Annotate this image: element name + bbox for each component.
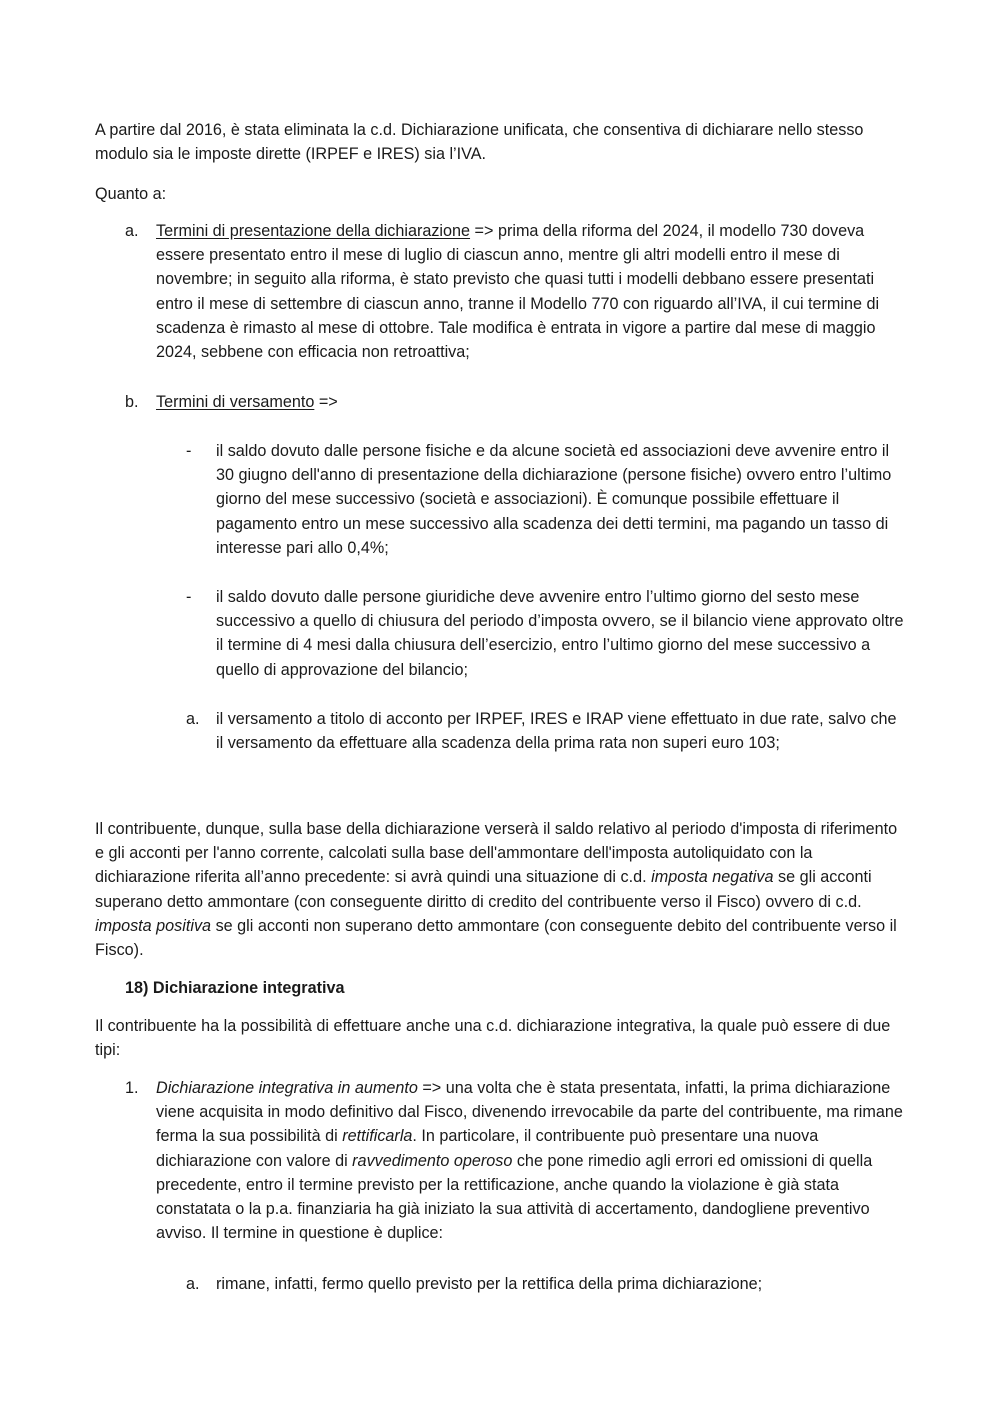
- list-marker-a: a.: [125, 222, 139, 240]
- sublist-marker: a.: [186, 1275, 200, 1293]
- list-item-italic-term: rettificarla: [342, 1127, 413, 1146]
- list-item-title: Dichiarazione integrativa in aumento: [156, 1079, 418, 1097]
- sublist-item-acconto: il versamento a titolo di acconto per IRPEF, IRES e IRAP viene effettuato in due rate, salvo che il versamento da effettuare alla scadenza della prima rata non superi euro 103;: [216, 710, 897, 753]
- sublist-marker: -: [186, 588, 192, 606]
- list-marker-1: 1.: [125, 1079, 139, 1097]
- sublist-item-persone-giuridiche: il saldo dovuto dalle persone giuridiche deve avvenire entro l’ultimo giorno del sesto mese successivo a quello di chiusura del periodo d’imposta ovvero, se il bilancio viene approvato oltre il termine di 4 mesi dalla chiusura dell’esercizio, entro l’ultimo giorno del mese successivo a quello di approvazione del bilancio;: [216, 588, 904, 679]
- summary-italic-term: imposta negativa: [651, 868, 774, 887]
- intro-paragraph: A partire dal 2016, è stata eliminata la c.d. Dichiarazione unificata, che consentiva di dichiarare nello stesso modulo sia le imposte dirette (IRPEF e IRES) sia l’IVA.: [95, 121, 864, 164]
- list-item-text: => prima della riforma del 2024, il modello 730 doveva essere presentato entro il mese di luglio di ciascun anno, mentre gli altri modelli entro il mese di novembre; in seguito alla riforma, è stato previsto che quasi tutti i modelli debbano essere presentati entro il mese di settembre di ciascun anno, tranne il Modello 770 con riguardo all’IVA, il cui termine di scadenza è rimasto al mese di ottobre. Tale modifica è entrata in vigore a partire dal mese di maggio 2024, sebbene con efficacia non retroattiva;: [156, 222, 880, 362]
- sublist-marker: a.: [186, 710, 200, 728]
- list-item-title: Termini di presentazione della dichiarazione: [156, 222, 471, 240]
- list-item-text: =>: [314, 393, 338, 411]
- list-item-text: => una volta che è stata presentata, infatti, la prima dichiarazione viene acquisita in modo definitivo dal Fisco, divenendo irrevocabile da parte del contribuente, ma rimane ferma la sua possibilità di: [156, 1079, 903, 1146]
- sublist-item-rettifica: rimane, infatti, fermo quello previsto per la rettifica della prima dichiarazione;: [216, 1275, 763, 1293]
- quanto-a-label: Quanto a:: [95, 185, 167, 203]
- list-item-termini-presentazione: [156, 219, 906, 364]
- sublist-item-persone-fisiche: il saldo dovuto dalle persone fisiche e da alcune società ed associazioni deve avvenire entro il 30 giugno dell'anno di presentazione della dichiarazione (persone fisiche) ovvero entro l’ultimo giorno del mese successivo (società e associazioni). È comunque possibile effettuare il pagamento entro un mese successivo alla scadenza dei detti termini, ma pagando un tasso di interesse pari allo 0,4%;: [216, 442, 892, 557]
- list-item-text: che pone rimedio agli errori ed omissioni di quella precedente, entro il termine previsto per la rettificazione, anche quando la violazione è già stata constatata o la p.a. finanziaria ha già iniziato la sua attività di accertamento, dandogliene preventivo avviso. Il termine in questione è duplice:: [156, 1151, 873, 1243]
- summary-text: se gli acconti superano detto ammontare (con conseguente diritto di credito del contribuente verso il Fisco) ovvero di c.d.: [95, 868, 872, 911]
- list-item-text: . In particolare, il contribuente può presentare una nuova dichiarazione con valore di: [156, 1127, 819, 1170]
- integrativa-intro: Il contribuente ha la possibilità di effettuare anche una c.d. dichiarazione integrativa, la quale può essere di due tipi:: [95, 1017, 891, 1060]
- list-item-italic-term: ravvedimento operoso: [352, 1151, 513, 1170]
- sublist-marker: -: [186, 442, 192, 460]
- list-item-integrativa-aumento: [156, 1076, 906, 1245]
- list-item-termini-versamento: [156, 390, 906, 414]
- summary-paragraph: [95, 817, 910, 962]
- summary-italic-term: imposta positiva: [95, 916, 212, 935]
- section-heading: 18) Dichiarazione integrativa: [125, 979, 345, 997]
- list-item-title: Termini di versamento: [156, 393, 315, 411]
- list-marker-b: b.: [125, 393, 139, 411]
- summary-text: se gli acconti non superano detto ammontare (con conseguente debito del contribuente verso il Fisco).: [95, 916, 897, 960]
- summary-text: Il contribuente, dunque, sulla base della dichiarazione verserà il saldo relativo al periodo d'imposta di riferimento e gli acconti per l'anno corrente, calcolati sulla base dell'ammontare dell'imposta autoliquidato con la dichiarazione riferita all’anno precedente: si avrà quindi una situazione di c.d.: [95, 820, 898, 887]
